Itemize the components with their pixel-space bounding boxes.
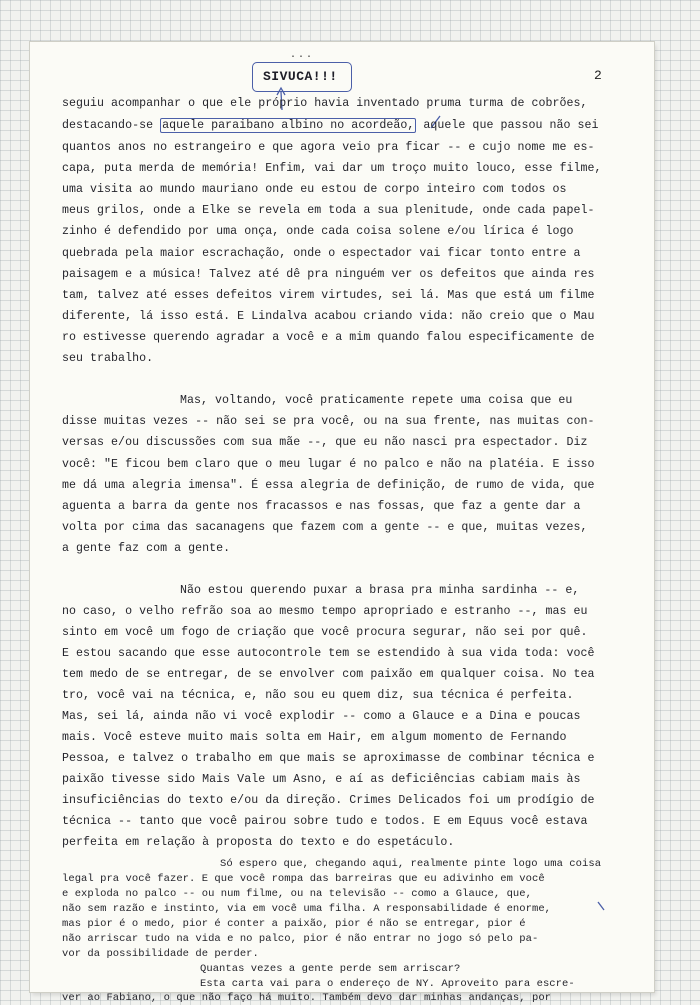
- text-line: seu trabalho.: [62, 352, 154, 365]
- text-line: ro estivesse querendo agradar a você e a mim quando falou especificamente de: [62, 331, 595, 344]
- stamp-text: SIVUCA!!!: [263, 69, 338, 84]
- text-line: no caso, o velho refrão soa ao mesmo tempo apropriado e estranho --, mas eu: [62, 605, 588, 618]
- text-line: técnica -- tanto que você pairou sobre tudo e todos. E em Equus você estava: [62, 815, 588, 828]
- text-line: Mas, sei lá, ainda não vi você explodir -- como a Glauce e a Dina e poucas: [62, 710, 581, 723]
- text-line: não sem razão e instinto, via em você uma filha. A responsabilidade é enorme,: [62, 903, 552, 915]
- highlighted-phrase: aquele paraibano albino no acordeão,: [162, 119, 415, 132]
- text-line: zinho é defendido por uma onça, onde cada coisa solene e/ou lírica é logo: [62, 225, 574, 238]
- text-line: vor da possibilidade de perder.: [62, 948, 259, 960]
- text-line: paixão tivesse sido Mais Vale um Asno, e aí as deficiências cabiam mais às: [62, 773, 581, 786]
- text-line: capa, puta merda de memória! Enfim, vai dar um troço muito louco, esse filme,: [62, 162, 602, 175]
- text-line: disse muitas vezes -- não sei se pra você, ou na sua frente, nas muitas con-: [62, 415, 595, 428]
- text-line: e exploda no palco -- ou num filme, ou na televisão -- como a Glauce, que,: [62, 888, 532, 900]
- text-line: quebrada pela maior escrachação, onde o espectador vai ficar tonto entre a: [62, 247, 581, 260]
- text-line: Quantas vezes a gente perde sem arriscar?: [200, 963, 461, 975]
- text-line: tro, você vai na técnica, e, não sou eu quem diz, sua técnica é perfeita.: [62, 689, 574, 702]
- text-line: não arriscar tudo na vida e no palco, pior é não entrar no jogo só pelo pa-: [62, 933, 539, 945]
- text-line: Esta carta vai para o endereço de NY. Aproveito para escre-: [200, 978, 575, 990]
- text-line: tam, talvez até esses defeitos virem virtudes, sei lá. Mas que está um filme: [62, 289, 595, 302]
- page-number: 2: [594, 68, 602, 83]
- text-line: meus grilos, onde a Elke se revela em toda a sua plenitude, onde cada papel-: [62, 204, 595, 217]
- text-line: E estou sacando que esse autocontrole tem se estendido à sua vida toda: você: [62, 647, 595, 660]
- text-line: aguenta a barra da gente nos fracassos e nas fossas, que faz a gente dar a: [62, 500, 581, 513]
- stamp-dots: ...: [290, 50, 315, 61]
- text-line: uma visita ao mundo mauriano onde eu estou de corpo inteiro com todos os: [62, 183, 567, 196]
- text-line: Mas, voltando, você praticamente repete uma coisa que eu: [180, 394, 573, 407]
- text-line: perfeita em relação à proposta do texto e do espetáculo.: [62, 836, 455, 849]
- text-line: insuficiências do texto e/ou da direção. Crimes Delicados foi um prodígio de: [62, 794, 595, 807]
- text-line: Só espero que, chegando aqui, realmente pinte logo uma coisa: [220, 858, 602, 870]
- text-line: legal pra você fazer. E que você rompa das barreiras que eu adivinho em você: [62, 873, 545, 885]
- text-line: Não estou querendo puxar a brasa pra minha sardinha -- e,: [180, 584, 580, 597]
- text-line: paisagem e a música! Talvez até dê pra ninguém ver os defeitos que ainda res: [62, 268, 595, 281]
- text-line: sinto em você um fogo de criação que você procura segurar, não sei por quê.: [62, 626, 588, 639]
- text-line: você: "E ficou bem claro que o meu lugar é no palco e não na platéia. E isso: [62, 458, 595, 471]
- text-line: Pessoa, e talvez o trabalho em que mais se aproximasse de combinar técnica e: [62, 752, 595, 765]
- text-line: diferente, lá isso está. E Lindalva acabou criando vida: não creio que o Mau: [62, 310, 595, 323]
- text-line: mas pior é o medo, pior é conter a paixão, pior é não se entregar, pior é: [62, 918, 526, 930]
- text-line-highlighted: destacando-se aquele paraibano albino no acordeão, aquele que passou não sei: [62, 119, 599, 132]
- text-line: a gente faz com a gente.: [62, 542, 231, 555]
- text-line: mais. Você esteve muito mais solta em Hair, em algum momento de Fernando: [62, 731, 567, 744]
- text-line: seguiu acompanhar o que ele próprio havia inventado pruma turma de cobrões,: [62, 97, 588, 110]
- text-line: tem medo de se entregar, de se envolver com paixão em qualquer coisa. No tea: [62, 668, 595, 681]
- text-line: volta por cima das sacanagens que fazem com a gente -- e que, muitas vezes,: [62, 521, 588, 534]
- text-line: quantos anos no estrangeiro e que agora veio pra ficar -- e cujo nome me es-: [62, 141, 595, 154]
- text-line: ver ao Fabiano, o que não faço há muito. Também devo dar minhas andanças, por: [62, 992, 552, 1004]
- text-line: me dá uma alegria imensa". É essa alegria de definição, de rumo de vida, que: [62, 479, 595, 492]
- text-line: versas e/ou discussões com sua mãe --, que eu não nasci pra espectador. Diz: [62, 436, 588, 449]
